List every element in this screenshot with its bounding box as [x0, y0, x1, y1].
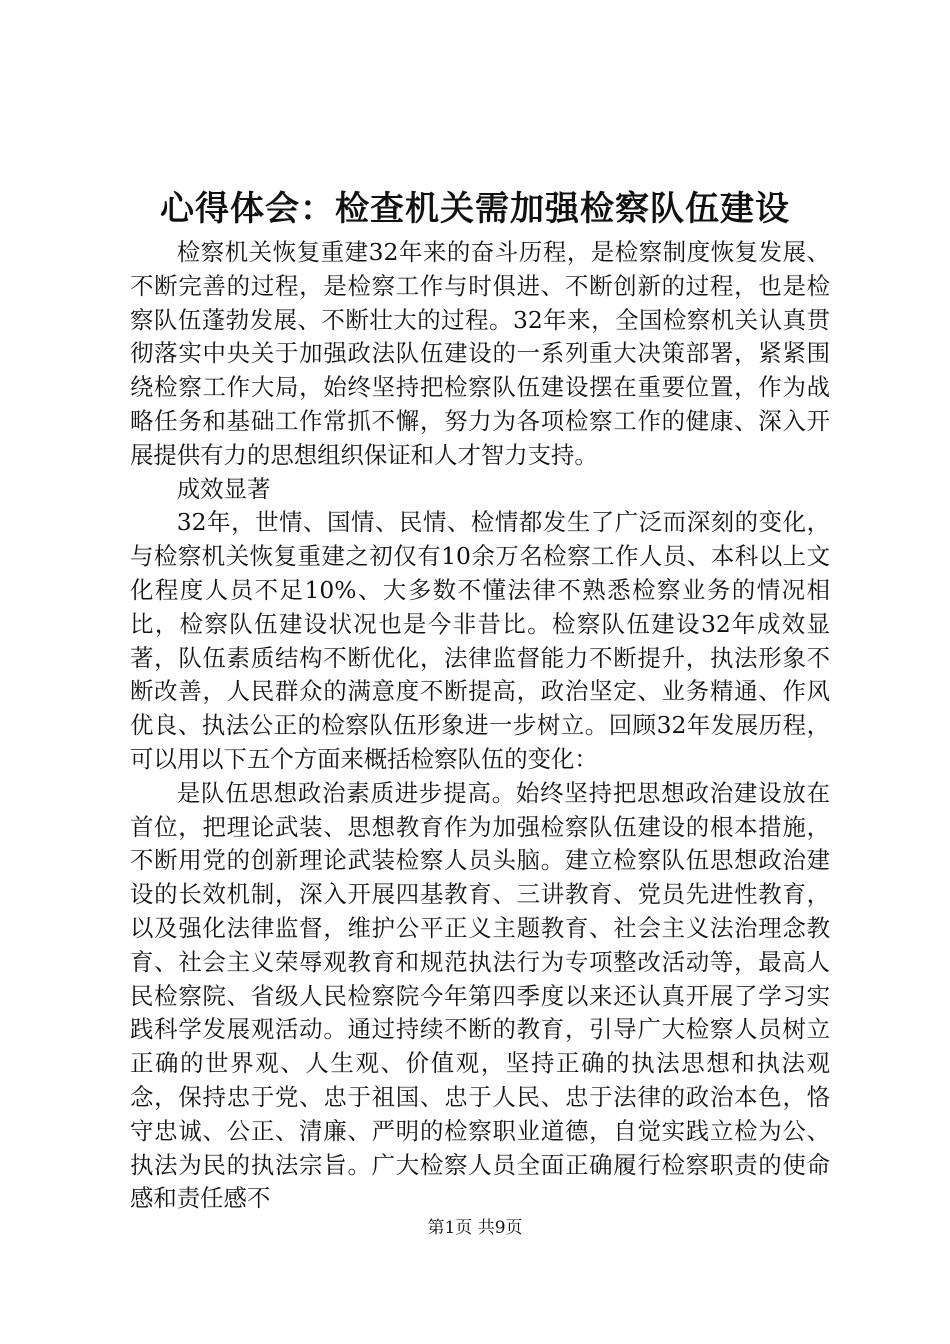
page-number-footer: 第1页 共9页	[427, 1218, 523, 1238]
document-body	[130, 236, 830, 1216]
section-heading-results: 成效显著	[176, 474, 271, 503]
paragraph-changes: 32年，世情、国情、民情、检情都发生了广泛而深刻的变化，与检察机关恢复重建之初仅有10余万名检察工作人员、本科以上文化程度人员不足10%、大多数不懂法律不熟悉检察业务的情况相比，检察队伍建设状况也是今非昔比。检察队伍建设32年成效显著，队伍素质结构不断优化，法律监督能力不断提升，执法形象不断改善，人民群众的满意度不断提高，政治坚定、业务精通、作风优良、执法公正的检察队伍形象进一步树立。回顾32年发展历程，可以用以下五个方面来概括检察队伍的变化：	[130, 508, 830, 773]
paragraph-ideology: 是队伍思想政治素质进步提高。始终坚持把思想政治建设放在首位，把理论武装、思想教育作为加强检察队伍建设的根本措施，不断用党的创新理论武装检察人员头脑。建立检察队伍思想政治建设的长效机制，深入开展四基教育、三讲教育、党员先进性教育，以及强化法律监督，维护公平正义主题教育、社会主义法治理念教育、社会主义荣辱观教育和规范执法行为专项整改活动等，最高人民检察院、省级人民检察院今年第四季度以来还认真开展了学习实践科学发展观活动。通过持续不断的教育，引导广大检察人员树立正确的世界观、人生观、价值观，坚持正确的执法思想和执法观念，保持忠于党、忠于祖国、忠于人民、忠于法律的政治本色，恪守忠诚、公正、清廉、严明的检察职业道德，自觉实践立检为公、执法为民的执法宗旨。广大检察人员全面正确履行检察职责的使命感和责任感不	[130, 778, 830, 1213]
paragraph-intro: 检察机关恢复重建32年来的奋斗历程，是检察制度恢复发展、不断完善的过程，是检察工作与时俱进、不断创新的过程，也是检察队伍蓬勃发展、不断壮大的过程。32年来，全国检察机关认真贯彻落实中央关于加强政法队伍建设的一系列重大决策部署，紧紧围绕检察工作大局，始终坚持把检察队伍建设摆在重要位置，作为战略任务和基础工作常抓不懈，努力为各项检察工作的健康、深入开展提供有力的思想组织保证和人才智力支持。	[130, 238, 830, 469]
document-title: 心得体会：检查机关需加强检察队伍建设	[160, 189, 790, 229]
